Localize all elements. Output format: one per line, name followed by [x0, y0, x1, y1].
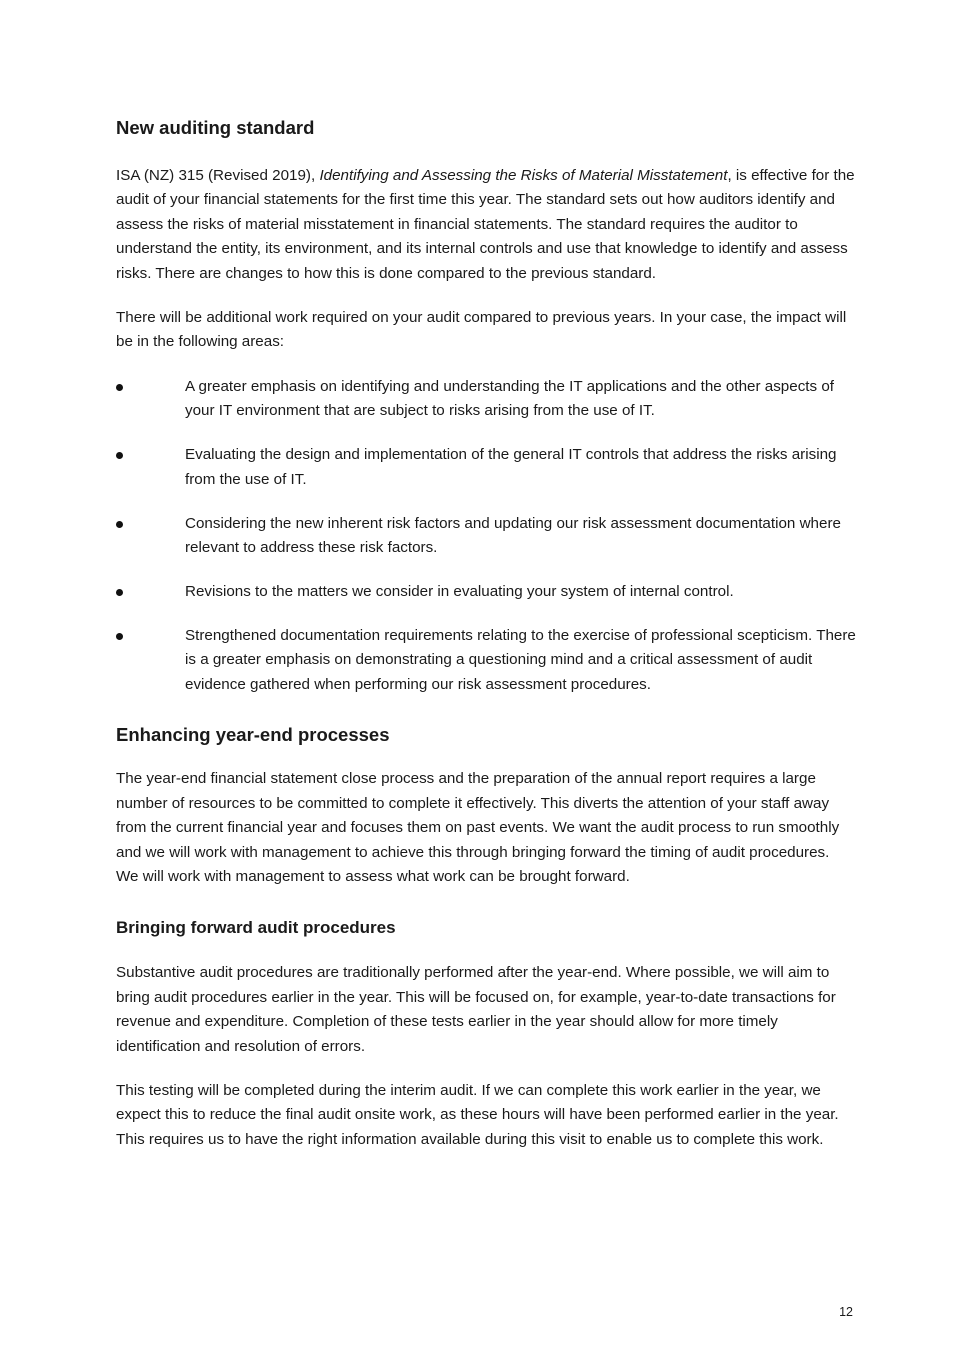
- list-item-text: Evaluating the design and implementation of the general IT controls that address the risks arising from the use of IT.: [185, 446, 837, 488]
- paragraph-year-end-close: The year-end financial statement close process and the preparation of the annual report requires a large number of resources to be committed to complete it effectively. This diverts the attention of your staff away from the current financial year and focuses them on past events. We want the audit process to run smoothly and we will work with management to achieve this through bringing forward the timing of audit procedures. We will work with management to assess what work can be brought forward.: [116, 770, 840, 885]
- standard-title-italic: Identifying and Assessing the Risks of Material Misstatement: [319, 167, 728, 184]
- list-item: [116, 375, 856, 424]
- bullet-icon: [116, 521, 123, 528]
- bullet-icon: [116, 633, 123, 640]
- bullet-icon: [116, 384, 123, 391]
- bullet-icon: [116, 589, 123, 596]
- heading-enhancing-year-end: Enhancing year-end processes: [116, 724, 390, 746]
- list-item-text: Considering the new inherent risk factors and updating our risk assessment documentation where relevant to address these risk factors.: [185, 514, 841, 557]
- heading-bringing-forward: Bringing forward audit procedures: [116, 918, 396, 938]
- list-item: [116, 512, 856, 561]
- impact-bullet-list: [116, 375, 856, 697]
- page-number: 12: [839, 1305, 853, 1319]
- paragraph-additional-work: There will be additional work required on your audit compared to previous years. In your case, the impact will be in the following areas:: [116, 309, 847, 351]
- paragraph-interim-audit: This testing will be completed during the interim audit. If we can complete this work earlier in the year, we expect this to reduce the final audit onsite work, as these hours will have been performed earlier in the year. This requires us to have the right information available during this visit to enable us to complete this work.: [116, 1081, 839, 1148]
- list-item-text: Strengthened documentation requirements relating to the exercise of professional scepticism. There is a greater emphasis on demonstrating a questioning mind and a critical assessment of audit evidence gathered when performing our risk assessment procedures.: [185, 627, 856, 693]
- document-page: [116, 116, 856, 1152]
- paragraph-substantive-procedures: Substantive audit procedures are traditionally performed after the year-end. Where possible, we will aim to bring audit procedures earlier in the year. This will be focused on, for example, year-to-date transactions for revenue and expenditure. Completion of these tests earlier in the year should allow for more timely identification and resolution of errors.: [116, 964, 836, 1055]
- list-item-text: A greater emphasis on identifying and understanding the IT applications and the other aspects of your IT environment that are subject to risks arising from the use of IT.: [185, 377, 834, 420]
- paragraph-isa-315-rest: , is effective for the audit of your financial statements for the first time this year. The standard sets out how auditors identify and assess the risks of material misstatement in financial statements. The standard requires the auditor to understand the entity, its environment, and its internal controls and use that knowledge to identify and assess risks. There are changes to how this is done compared to the previous standard.: [116, 167, 855, 282]
- paragraph-isa-315: [116, 164, 856, 286]
- paragraph-isa-315-start: ISA (NZ) 315 (Revised 2019),: [116, 167, 320, 184]
- list-item: [116, 443, 856, 492]
- list-item: [116, 580, 856, 604]
- heading-new-auditing-standard: New auditing standard: [116, 117, 315, 138]
- list-item: [116, 624, 856, 697]
- bullet-icon: [116, 452, 123, 459]
- list-item-text: Revisions to the matters we consider in evaluating your system of internal control.: [185, 583, 734, 601]
